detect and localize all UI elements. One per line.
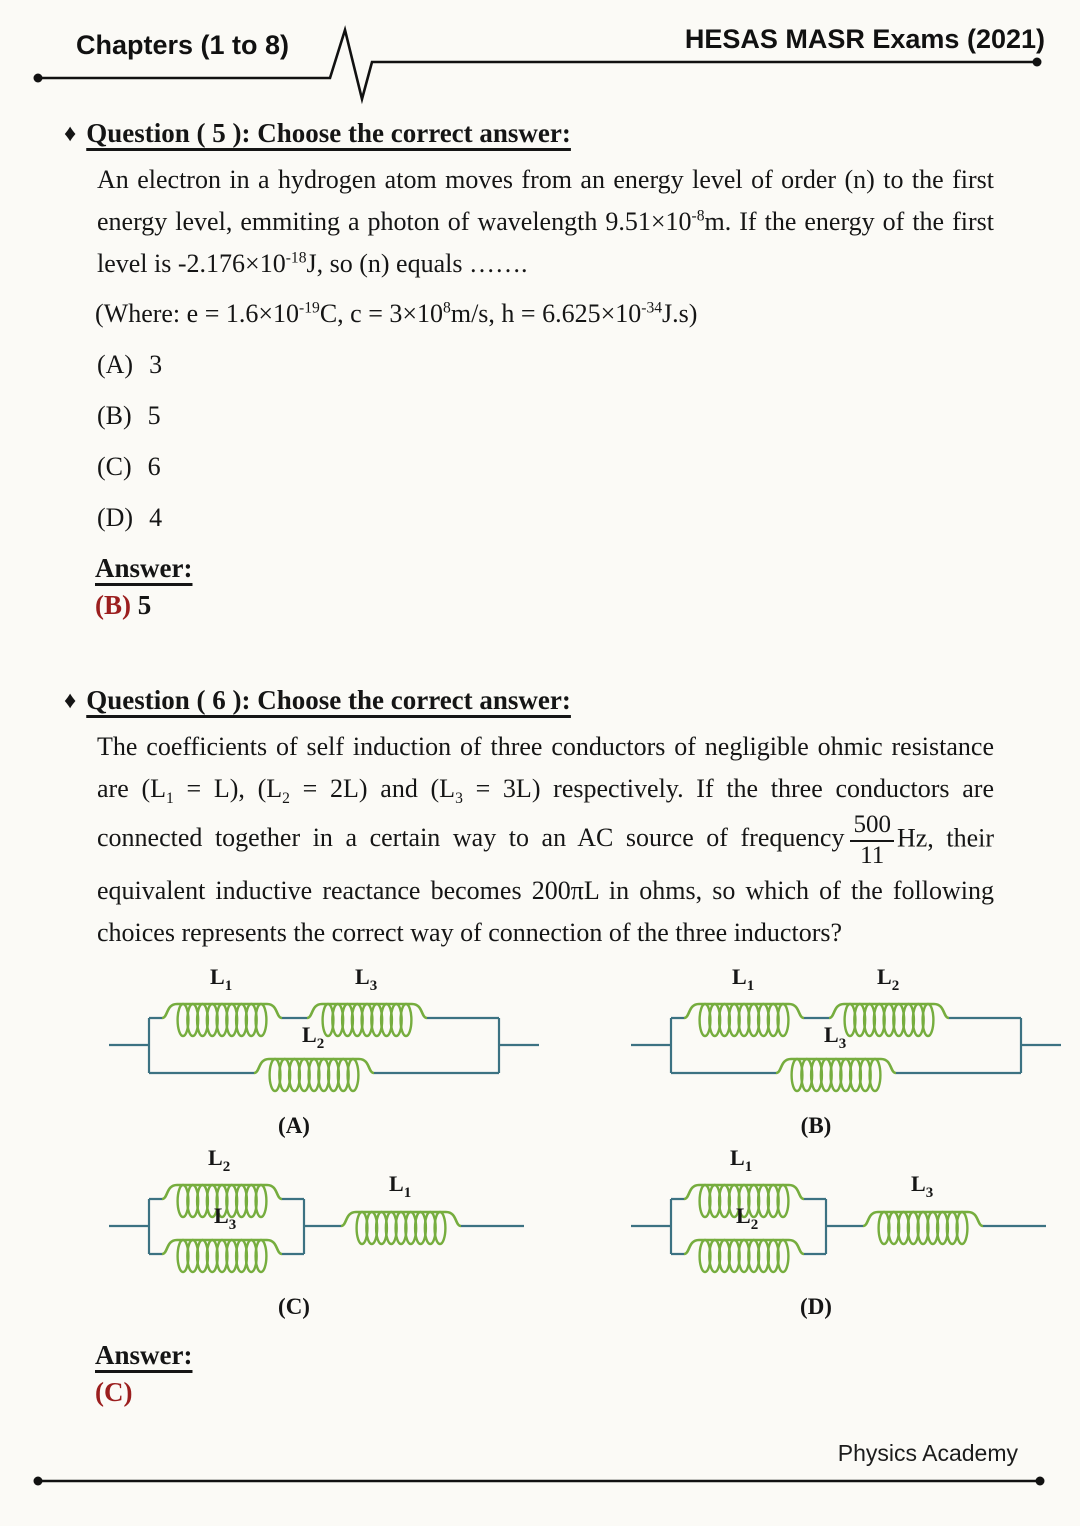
inductor-label: $L_1$ — [732, 967, 755, 994]
inductor-label: $L_1$ — [730, 1148, 753, 1175]
header-right-title: HESAS MASR Exams (2021) — [684, 24, 1045, 54]
question-6-title: Question ( 6 ): Choose the correct answer: — [86, 685, 571, 716]
inductor-coil-top-right — [829, 1004, 949, 1036]
inductor-label: $L_2$ — [877, 967, 900, 994]
question-6-answer — [95, 1377, 1080, 1408]
wires — [109, 1199, 524, 1254]
circuit-diagram-b — [626, 968, 1066, 1139]
inductor-coil-bottom — [254, 1059, 374, 1091]
answer-letter: (C) — [95, 1376, 133, 1407]
option-row-d — [97, 503, 1080, 533]
diagram-caption-c: (C) — [278, 1293, 310, 1319]
question-6-section — [0, 685, 1080, 1407]
diamond-bullet-icon: ♦ — [64, 688, 77, 715]
option-label: (C) — [97, 452, 132, 482]
question-6-heading — [64, 685, 1080, 716]
circuit-c-drawing — [104, 1149, 544, 1287]
diagram-row-2 — [0, 1149, 1080, 1320]
circuit-d-drawing — [626, 1149, 1066, 1287]
question-5-section — [0, 118, 1080, 621]
frequency-fraction — [850, 811, 894, 870]
page-header — [0, 0, 1080, 108]
inductor-coil-series — [863, 1212, 983, 1244]
circuit-diagram-c — [104, 1149, 544, 1320]
question-5-title: Question ( 5 ): Choose the correct answer: — [86, 118, 571, 148]
option-label: (B) — [97, 401, 132, 431]
wires — [631, 1199, 1046, 1254]
footer-brand: Physics Academy — [837, 1440, 1018, 1466]
footer-line — [0, 1472, 1080, 1490]
line-end-dot-right — [1036, 1477, 1045, 1486]
diamond-bullet-icon: ♦ — [64, 121, 77, 147]
header-left-title: Chapters (1 to 8) — [76, 30, 290, 60]
inductor-coil-series — [341, 1212, 461, 1244]
inductor-label: $L_2$ — [302, 1021, 325, 1052]
option-row-b — [97, 401, 1080, 431]
option-value: 4 — [149, 503, 163, 533]
inductor-label: $L_3$ — [355, 967, 378, 994]
option-label: (A) — [97, 350, 134, 380]
circuit-b-drawing — [626, 968, 1066, 1106]
page-footer — [0, 1440, 1080, 1495]
circuit-diagram-a — [104, 968, 544, 1139]
question-5-constants: (Where: $e = 1.6\times 10^{-19}C$, $c = 3\times 10^8m/s$, $h = 6.625\times 10^{-34}J.s$) — [95, 299, 698, 329]
option-value: 5 — [147, 401, 161, 431]
inductor-label: $L_3$ — [824, 1021, 847, 1052]
inductor-label: $L_3$ — [214, 1202, 237, 1233]
diagram-caption-a: (A) — [278, 1112, 310, 1138]
inductor-coil-top-left — [162, 1004, 282, 1036]
inductor-label: $L_1$ — [389, 1170, 412, 1201]
answer-value: 5 — [137, 590, 152, 621]
inductor-label: $L_2$ — [208, 1148, 231, 1175]
inductor-label: $L_3$ — [911, 1170, 934, 1201]
diagram-caption-b: (B) — [800, 1112, 832, 1138]
line-end-dot-left — [34, 1477, 43, 1486]
question-5-answer — [95, 590, 1080, 621]
answer-letter: (B) — [95, 590, 131, 621]
inductor-coil-top-left — [684, 1004, 804, 1036]
circuit-diagram-d — [626, 1149, 1066, 1320]
inductor-coil-top-right — [307, 1004, 427, 1036]
line-end-dot-left — [34, 74, 43, 83]
diagram-caption-d: (D) — [800, 1293, 832, 1319]
body-text-part1: The coefficients of self induction of three conductors of negligible ohmic resistance are $(L_1 = L)$, $(L_2 = 2L)$ and $(L_3 = 3L)$ respectively. If the three conductors are connected together in a certain way to an AC source of frequency — [97, 732, 994, 853]
inductor-coil-bottom — [162, 1240, 282, 1272]
body-text-part2: Hz, their equivalent inductive reactance becomes 200πL in ohms, so which of the following choices represents the correct way of connection of the three inductors? — [97, 823, 994, 947]
inductor-label: $L_2$ — [736, 1202, 759, 1233]
question-5-answer-heading: Answer: — [95, 553, 193, 584]
fraction-denominator: 11 — [860, 841, 885, 869]
option-value: 3 — [149, 350, 163, 380]
inductor-coil-bottom — [684, 1240, 804, 1272]
line-end-dot-right — [1033, 58, 1042, 67]
question-6-answer-heading: Answer: — [95, 1339, 193, 1370]
option-row-c — [97, 452, 1080, 482]
option-value: 6 — [147, 452, 161, 482]
question-5-heading — [64, 118, 1080, 149]
inductor-label: $L_1$ — [210, 967, 233, 994]
circuit-a-drawing — [104, 968, 544, 1106]
diagram-row-1 — [0, 968, 1080, 1139]
question-5-body: An electron in a hydrogen atom moves from an energy level of order (n) to the first energy level, emmiting a photon of wavelength $9.51\times 10^{-8}m$. If the energy of the first level is $-2.176\times 10^{-18}J$, so (n) equals ……. — [97, 165, 994, 279]
inductor-coil-bottom — [776, 1059, 896, 1091]
option-row-a — [97, 350, 1080, 380]
fraction-numerator: 500 — [850, 811, 894, 842]
option-label: (D) — [97, 503, 134, 533]
question-6-body — [97, 726, 994, 953]
